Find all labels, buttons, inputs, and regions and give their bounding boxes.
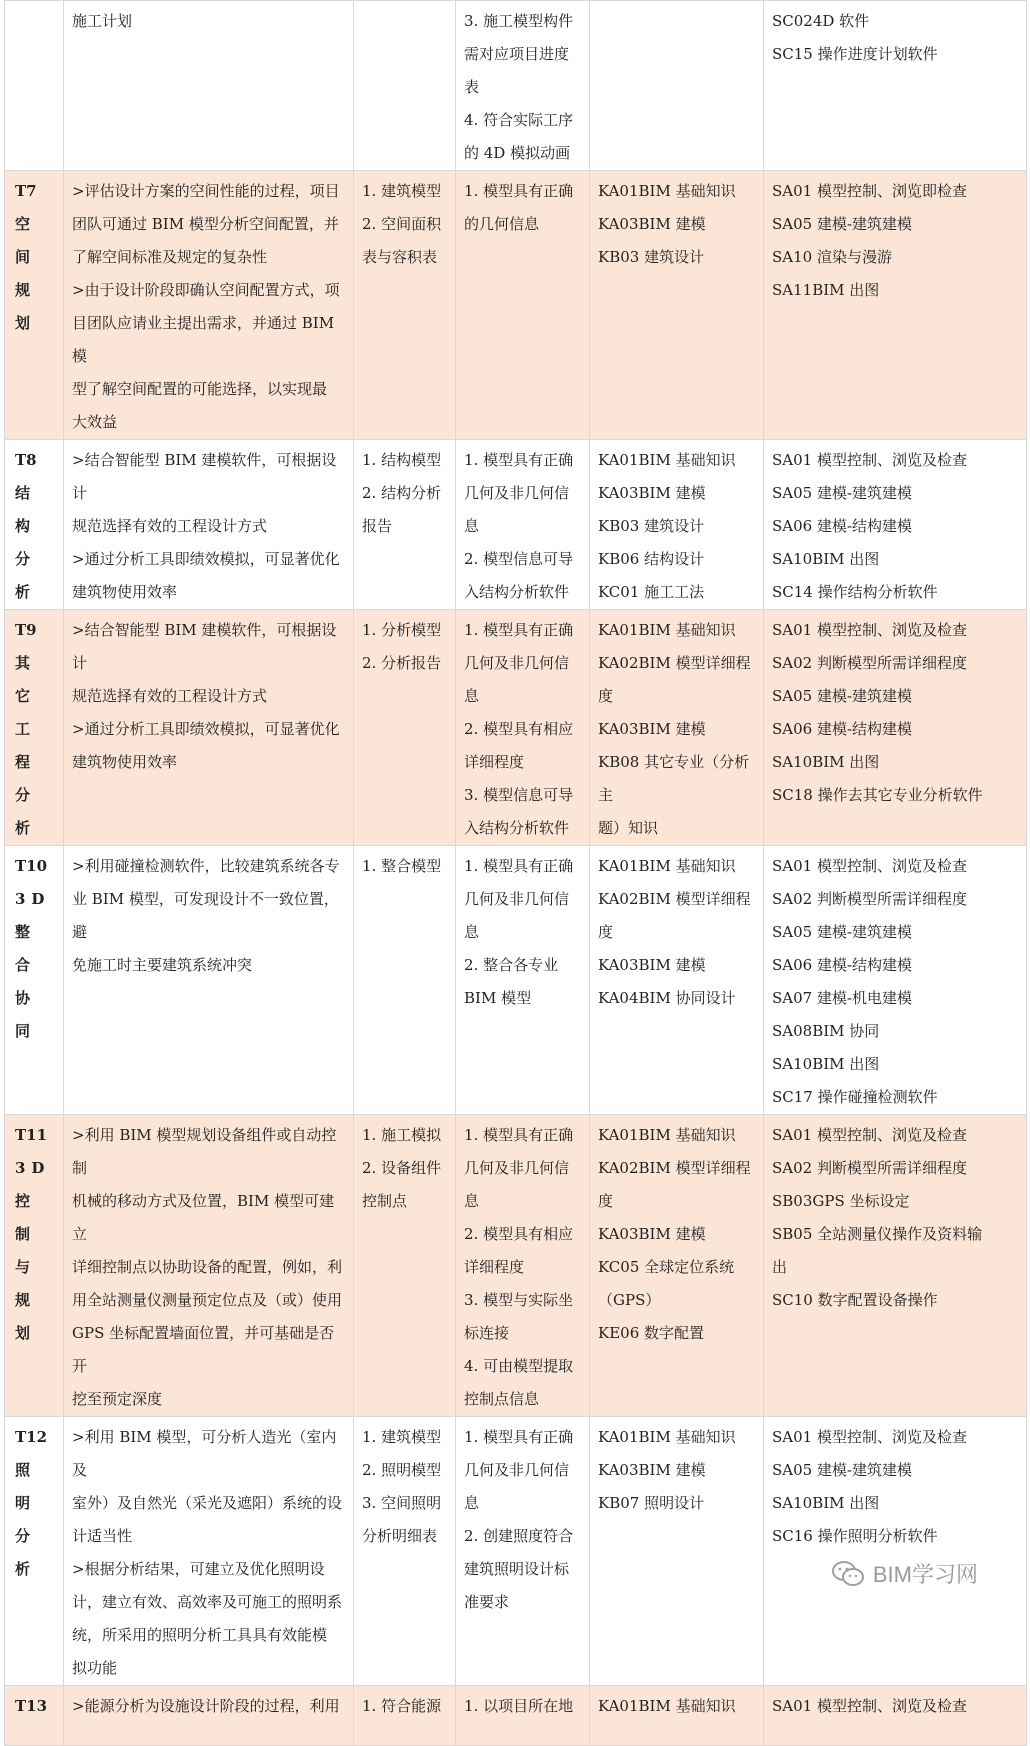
cell-line: 1. 模型具有正确	[464, 857, 574, 875]
cell-line: SA01 模型控制、浏览及检查	[772, 1697, 967, 1715]
cell-line: 2. 整合各专业	[464, 956, 559, 974]
cell-line: 入结构分析软件	[464, 819, 570, 837]
cell-line: KB03 建筑设计	[598, 248, 705, 266]
deliverables-cell	[354, 171, 456, 440]
cell-line: 2. 结构分析	[362, 484, 442, 502]
description-cell	[64, 1115, 354, 1417]
quality-cell	[456, 1417, 590, 1686]
deliverables-cell	[354, 1115, 456, 1417]
cell-line: 题）知识	[598, 819, 659, 837]
cell-line: KA01BIM 基础知识	[598, 1697, 736, 1715]
cell-line: BIM 模型	[464, 989, 532, 1007]
cell-line: 施工计划	[72, 12, 133, 30]
cell-line: 息	[464, 923, 480, 941]
cell-line: SC18 操作去其它专业分析软件	[772, 786, 983, 804]
cell-line: 4. 可由模型提取	[464, 1357, 574, 1375]
watermark	[831, 1558, 978, 1589]
task-id-cell	[5, 1, 64, 171]
deliverables-cell	[354, 440, 456, 610]
task-table	[4, 0, 1027, 1746]
task-name: 结构 分析	[15, 484, 37, 601]
cell-line: 2. 模型信息可导	[464, 550, 574, 568]
skills-cell	[764, 440, 1027, 610]
cell-line: 3. 模型与实际坐	[464, 1291, 574, 1309]
knowledge-cell	[590, 1, 764, 171]
skills-cell	[764, 610, 1027, 846]
cell-line: 的 4D 模拟动画	[464, 144, 571, 162]
cell-line: 规范选择有效的工程设计方式	[72, 687, 268, 705]
deliverables-cell	[354, 1686, 456, 1746]
table-row	[5, 171, 1027, 440]
cell-line: KA01BIM 基础知识	[598, 1428, 736, 1446]
cell-line: SA05 建模-建筑建模	[772, 484, 913, 502]
cell-line: SB03GPS 坐标设定	[772, 1192, 910, 1210]
cell-line: 大效益	[72, 413, 118, 431]
task-code: T9	[15, 621, 37, 639]
table-row	[5, 846, 1027, 1115]
cell-line: >利用 BIM 模型，可分析人造光（室内及	[72, 1428, 337, 1479]
cell-line: 分析明细表	[362, 1527, 438, 1545]
cell-line: 标连接	[464, 1324, 510, 1342]
cell-line: 2. 空间面积	[362, 215, 442, 233]
cell-line: SA01 模型控制、浏览及检查	[772, 451, 967, 469]
cell-line: 2. 模型具有相应	[464, 720, 574, 738]
task-id-cell	[5, 1115, 64, 1417]
cell-line: 业 BIM 模型，可发现设计不一致位置，避	[72, 890, 339, 941]
task-code: T13	[15, 1697, 48, 1715]
description-cell	[64, 610, 354, 846]
task-name: 空间 规划	[15, 215, 37, 332]
cell-line: KB08 其它专业（分析主	[598, 753, 750, 804]
cell-line: 型了解空间配置的可能选择，以实现最	[72, 380, 328, 398]
skills-cell	[764, 846, 1027, 1115]
cell-line: >通过分析工具即绩效模拟，可显著优化	[72, 550, 340, 568]
cell-line: SA02 判断模型所需详细程度	[772, 654, 967, 672]
cell-line: 4. 符合实际工序	[464, 111, 574, 129]
cell-line: SA05 建模-建筑建模	[772, 215, 913, 233]
table-row	[5, 610, 1027, 846]
cell-line: 1. 结构模型	[362, 451, 442, 469]
cell-line: 息	[464, 1494, 480, 1512]
cell-line: KB07 照明设计	[598, 1494, 705, 1512]
description-cell	[64, 1, 354, 171]
cell-line: SA01 模型控制、浏览及检查	[772, 621, 967, 639]
task-id-cell	[5, 171, 64, 440]
cell-line: SA05 建模-建筑建模	[772, 687, 913, 705]
task-code: T7	[15, 182, 37, 200]
cell-line: KA02BIM 模型详细程度	[598, 1159, 751, 1210]
cell-line: 1. 模型具有正确	[464, 1428, 574, 1446]
cell-line: 表	[464, 78, 480, 96]
knowledge-cell	[590, 1115, 764, 1417]
cell-line: 1. 符合能源	[362, 1697, 442, 1715]
task-name: 3D 整 合协 同	[15, 890, 51, 1040]
knowledge-cell	[590, 1686, 764, 1746]
cell-line: 规范选择有效的工程设计方式	[72, 517, 268, 535]
description-cell	[64, 171, 354, 440]
cell-line: KC01 施工工法	[598, 583, 705, 601]
cell-line: SC10 数字配置设备操作	[772, 1291, 938, 1309]
cell-line: 几何及非几何信	[464, 484, 570, 502]
cell-line: KA03BIM 建模	[598, 956, 706, 974]
cell-line: SA05 建模-建筑建模	[772, 1461, 913, 1479]
cell-line: SC024D 软件	[772, 12, 870, 30]
quality-cell	[456, 171, 590, 440]
cell-line: 几何及非几何信	[464, 654, 570, 672]
skills-cell	[764, 1686, 1027, 1746]
cell-line: KA03BIM 建模	[598, 1461, 706, 1479]
table-row	[5, 1417, 1027, 1686]
cell-line: 了解空间标准及规定的复杂性	[72, 248, 268, 266]
cell-line: SA10BIM 出图	[772, 1494, 880, 1512]
cell-line: SA06 建模-结构建模	[772, 517, 913, 535]
cell-line: KB03 建筑设计	[598, 517, 705, 535]
quality-cell	[456, 610, 590, 846]
quality-cell	[456, 1686, 590, 1746]
cell-line: 计，建立有效、高效率及可施工的照明系	[72, 1593, 343, 1611]
task-id-cell	[5, 440, 64, 610]
cell-line: 出	[772, 1258, 788, 1276]
cell-line: 统，所采用的照明分析工具具有效能模	[72, 1626, 328, 1644]
cell-line: KA03BIM 建模	[598, 1225, 706, 1243]
cell-line: SC15 操作进度计划软件	[772, 45, 938, 63]
cell-line: KA01BIM 基础知识	[598, 182, 736, 200]
wechat-icon	[831, 1560, 865, 1588]
cell-line: 2. 设备组件	[362, 1159, 442, 1177]
watermark-text: BIM学习网	[872, 1562, 978, 1587]
cell-line: 2. 创建照度符合	[464, 1527, 574, 1545]
cell-line: KA01BIM 基础知识	[598, 621, 736, 639]
cell-line: 建筑物使用效率	[72, 583, 178, 601]
cell-line: SA05 建模-建筑建模	[772, 923, 913, 941]
task-id-cell	[5, 1417, 64, 1686]
quality-cell	[456, 846, 590, 1115]
cell-line: KA01BIM 基础知识	[598, 1126, 736, 1144]
cell-line: 团队可通过 BIM 模型分析空间配置，并	[72, 215, 339, 233]
cell-line: 3. 空间照明	[362, 1494, 442, 1512]
quality-cell	[456, 440, 590, 610]
cell-line: SA07 建模-机电建模	[772, 989, 913, 1007]
cell-line: 免施工时主要建筑系统冲突	[72, 956, 253, 974]
deliverables-cell	[354, 610, 456, 846]
task-id-cell	[5, 846, 64, 1115]
cell-line: KC05 全球定位系统	[598, 1258, 735, 1276]
cell-line: KE06 数字配置	[598, 1324, 705, 1342]
deliverables-cell	[354, 1, 456, 171]
cell-line: 几何及非几何信	[464, 890, 570, 908]
cell-line: >利用碰撞检测软件，比较建筑系统各专	[72, 857, 340, 875]
cell-line: SA08BIM 协同	[772, 1022, 880, 1040]
quality-cell	[456, 1115, 590, 1417]
quality-cell	[456, 1, 590, 171]
description-cell	[64, 1417, 354, 1686]
cell-line: （GPS）	[598, 1291, 661, 1309]
cell-line: 1. 模型具有正确	[464, 1126, 574, 1144]
cell-line: 建筑物使用效率	[72, 753, 178, 771]
cell-line: SA10BIM 出图	[772, 1055, 880, 1073]
deliverables-cell	[354, 846, 456, 1115]
cell-line: 2. 分析报告	[362, 654, 442, 672]
task-name: 照明 分析	[15, 1461, 37, 1578]
task-code: T8	[15, 451, 37, 469]
cell-line: >根据分析结果，可建立及优化照明设	[72, 1560, 325, 1578]
table-row	[5, 1115, 1027, 1417]
cell-line: 1. 建筑模型	[362, 1428, 442, 1446]
task-id-cell	[5, 610, 64, 846]
cell-line: SC17 操作碰撞检测软件	[772, 1088, 938, 1106]
cell-line: 表与容积表	[362, 248, 438, 266]
cell-line: GPS 坐标配置墙面位置，并可基础是否开	[72, 1324, 335, 1375]
cell-line: 计适当性	[72, 1527, 133, 1545]
task-code: T12	[15, 1428, 48, 1446]
cell-line: SA06 建模-结构建模	[772, 956, 913, 974]
cell-line: 机械的移动方式及位置，BIM 模型可建立	[72, 1192, 335, 1243]
cell-line: KA03BIM 建模	[598, 215, 706, 233]
cell-line: >利用 BIM 模型规划设备组件或自动控制	[72, 1126, 337, 1177]
cell-line: SA01 模型控制、浏览及检查	[772, 1126, 967, 1144]
cell-line: 报告	[362, 517, 393, 535]
cell-line: >评估设计方案的空间性能的过程，项目	[72, 182, 340, 200]
cell-line: 1. 分析模型	[362, 621, 442, 639]
cell-line: 1. 施工模拟	[362, 1126, 442, 1144]
cell-line: 息	[464, 687, 480, 705]
cell-line: SA02 判断模型所需详细程度	[772, 1159, 967, 1177]
skills-cell	[764, 1, 1027, 171]
cell-line: SA10BIM 出图	[772, 550, 880, 568]
knowledge-cell	[590, 846, 764, 1115]
cell-line: 1. 模型具有正确	[464, 621, 574, 639]
cell-line: 控制点信息	[464, 1390, 540, 1408]
task-code: T11	[15, 1126, 48, 1144]
cell-line: KB06 结构设计	[598, 550, 705, 568]
table-row	[5, 1, 1027, 171]
cell-line: >结合智能型 BIM 建模软件，可根据设计	[72, 621, 337, 672]
cell-line: SA01 模型控制、浏览即检查	[772, 182, 967, 200]
cell-line: KA02BIM 模型详细程度	[598, 890, 751, 941]
cell-line: 控制点	[362, 1192, 408, 1210]
cell-line: KA03BIM 建模	[598, 484, 706, 502]
cell-line: >结合智能型 BIM 建模软件，可根据设计	[72, 451, 337, 502]
cell-line: SA01 模型控制、浏览及检查	[772, 857, 967, 875]
cell-line: 需对应项目进度	[464, 45, 570, 63]
cell-line: SA06 建模-结构建模	[772, 720, 913, 738]
requirements-table-fragment	[4, 0, 1026, 1746]
cell-line: SC14 操作结构分析软件	[772, 583, 938, 601]
cell-line: SA02 判断模型所需详细程度	[772, 890, 967, 908]
cell-line: 拟功能	[72, 1659, 118, 1677]
cell-line: SC16 操作照明分析软件	[772, 1527, 938, 1545]
cell-line: 准要求	[464, 1593, 510, 1611]
knowledge-cell	[590, 1417, 764, 1686]
task-name: 其它 工程 分析	[15, 654, 37, 837]
cell-line: SA11BIM 出图	[772, 281, 880, 299]
cell-line: 室外）及自然光（采光及遮阳）系统的设	[72, 1494, 343, 1512]
cell-line: 用全站测量仪测量预定位点及（或）使用	[72, 1291, 343, 1309]
cell-line: >能源分析为设施设计阶段的过程，利用	[72, 1697, 340, 1715]
cell-line: 详细程度	[464, 753, 525, 771]
task-id-cell	[5, 1686, 64, 1746]
cell-line: KA01BIM 基础知识	[598, 857, 736, 875]
cell-line: KA02BIM 模型详细程度	[598, 654, 751, 705]
cell-line: 几何及非几何信	[464, 1159, 570, 1177]
cell-line: SA10 渲染与漫游	[772, 248, 892, 266]
task-name: 3D 控 制与 规划	[15, 1159, 51, 1342]
cell-line: 的几何信息	[464, 215, 540, 233]
knowledge-cell	[590, 440, 764, 610]
cell-line: 挖至预定深度	[72, 1390, 163, 1408]
cell-line: SA01 模型控制、浏览及检查	[772, 1428, 967, 1446]
description-cell	[64, 1686, 354, 1746]
cell-line: 建筑照明设计标	[464, 1560, 570, 1578]
cell-line: 1. 以项目所在地	[464, 1697, 574, 1715]
cell-line: 息	[464, 517, 480, 535]
description-cell	[64, 440, 354, 610]
skills-cell	[764, 1417, 1027, 1686]
cell-line: >由于设计阶段即确认空间配置方式，项	[72, 281, 340, 299]
skills-cell	[764, 1115, 1027, 1417]
cell-line: 3. 施工模型构件	[464, 12, 574, 30]
cell-line: 入结构分析软件	[464, 583, 570, 601]
cell-line: 目团队应请业主提出需求，并通过 BIM 模	[72, 314, 335, 365]
knowledge-cell	[590, 171, 764, 440]
cell-line: 2. 照明模型	[362, 1461, 442, 1479]
task-code: T10	[15, 857, 48, 875]
cell-line: 2. 模型具有相应	[464, 1225, 574, 1243]
table-row	[5, 440, 1027, 610]
cell-line: >通过分析工具即绩效模拟，可显著优化	[72, 720, 340, 738]
deliverables-cell	[354, 1417, 456, 1686]
cell-line: 几何及非几何信	[464, 1461, 570, 1479]
cell-line: 1. 建筑模型	[362, 182, 442, 200]
cell-line: SB05 全站测量仪操作及资料输	[772, 1225, 983, 1243]
cell-line: KA03BIM 建模	[598, 720, 706, 738]
cell-line: 1. 整合模型	[362, 857, 442, 875]
cell-line: KA01BIM 基础知识	[598, 451, 736, 469]
table-row	[5, 1686, 1027, 1746]
knowledge-cell	[590, 610, 764, 846]
cell-line: 3. 模型信息可导	[464, 786, 574, 804]
cell-line: SA10BIM 出图	[772, 753, 880, 771]
cell-line: 息	[464, 1192, 480, 1210]
cell-line: 1. 模型具有正确	[464, 451, 574, 469]
skills-cell	[764, 171, 1027, 440]
cell-line: KA04BIM 协同设计	[598, 989, 736, 1007]
cell-line: 详细程度	[464, 1258, 525, 1276]
cell-line: 详细控制点以协助设备的配置，例如，利	[72, 1258, 343, 1276]
description-cell	[64, 846, 354, 1115]
cell-line: 1. 模型具有正确	[464, 182, 574, 200]
